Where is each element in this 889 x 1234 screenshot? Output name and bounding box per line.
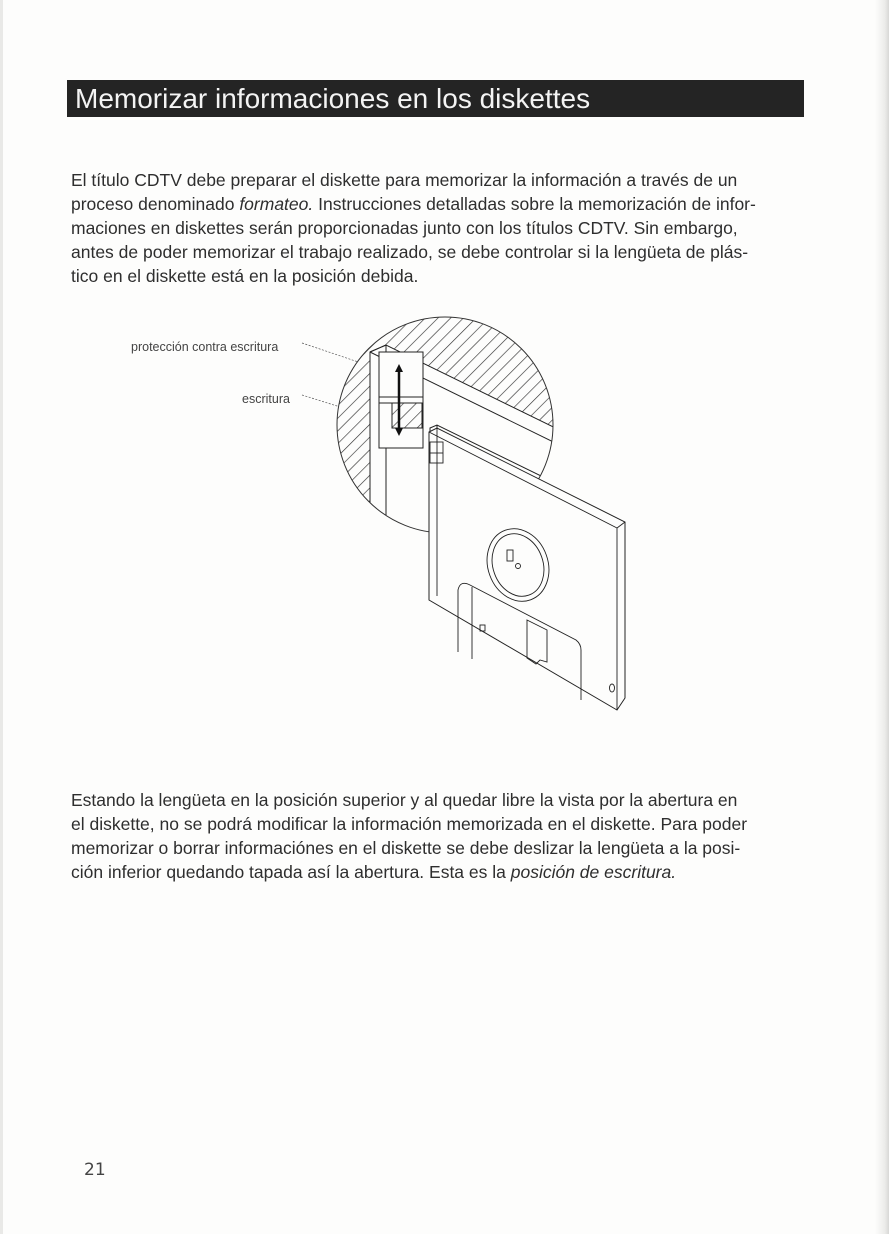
body-line: Estando la lengüeta en la posición superior y al quedar libre la vista por la abertura en — [71, 790, 738, 810]
body-paragraph — [71, 788, 811, 884]
intro-line: antes de poder memorizar el trabajo realizado, se debe controlar si la lengüeta de plás- — [71, 242, 749, 262]
body-line: memorizar o borrar informaciónes en el diskette se debe deslizar la lengüeta a la posi- — [71, 838, 741, 858]
section-title-bar — [67, 80, 804, 117]
body-line: el diskette, no se podrá modificar la información memorizada en el diskette. Para poder — [71, 814, 748, 834]
intro-line: tico en el diskette está en la posición debida. — [71, 266, 419, 286]
floppy-diskette-illustration — [290, 300, 650, 730]
body-text: ción inferior quedando tapada así la abertura. Esta es la — [71, 862, 511, 882]
page-number: 21 — [84, 1160, 106, 1180]
formateo-term: formateo. — [239, 194, 314, 214]
intro-paragraph — [71, 168, 811, 288]
page-left-edge — [0, 0, 3, 1234]
write-position-term: posición de escritura. — [510, 862, 677, 882]
intro-text: proceso denominado — [71, 194, 240, 214]
intro-text: Instrucciones detalladas sobre la memorización de infor- — [313, 194, 756, 214]
page-right-edge-shadow — [875, 0, 889, 1234]
label-write: escritura — [242, 392, 290, 406]
intro-line — [71, 192, 811, 216]
body-line — [71, 860, 811, 884]
intro-line: El título CDTV debe preparar el diskette para memorizar la información a través de un — [71, 170, 738, 190]
intro-line: maciones en diskettes serán proporcionadas junto con los títulos CDTV. Sin embargo, — [71, 218, 738, 238]
label-write-protect: protección contra escritura — [131, 340, 279, 354]
page-title: Memorizar informaciones en los diskettes — [75, 83, 591, 114]
